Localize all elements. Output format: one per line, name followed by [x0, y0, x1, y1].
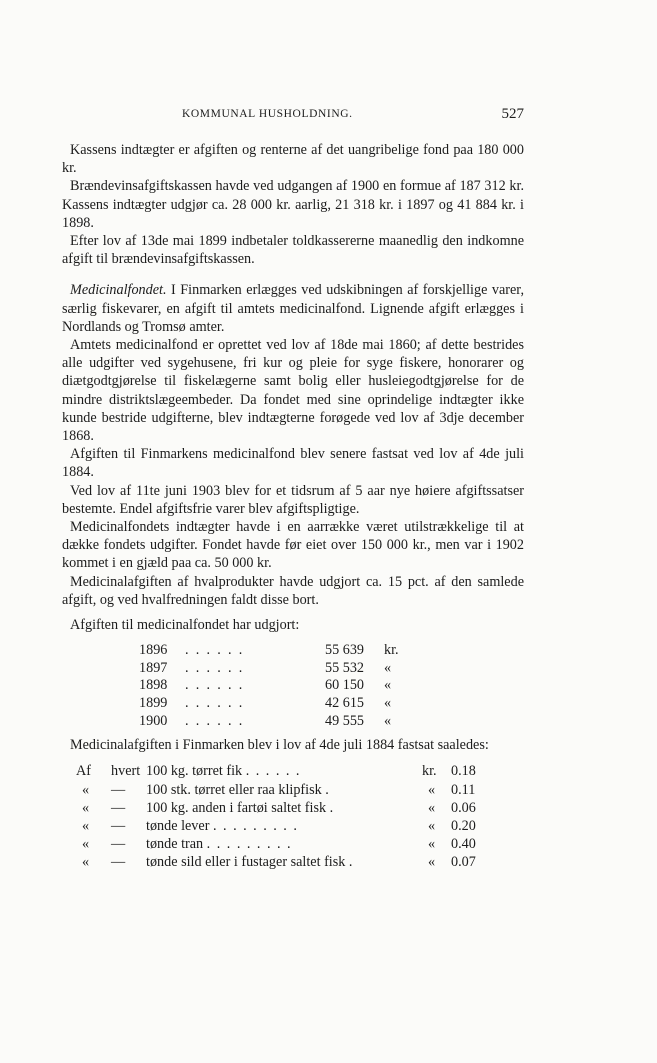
currency-cell: «: [428, 781, 436, 798]
paragraph: Medicinalfondets indtægter havde i en aarrække været utilstrækkelige til at dække fondets udgifter. Fondet havde før eiet over 150 000 kr., men var i 1902 kommet i en gjæld paa ca. 50 000 kr.: [62, 519, 524, 572]
table-row: [139, 712, 524, 730]
description-cell: tønde lever .........: [146, 818, 304, 835]
prefix-cell: «: [82, 781, 90, 798]
unit-cell: kr.: [384, 642, 399, 659]
description-cell: tønde tran .........: [146, 836, 298, 853]
table-row: [139, 641, 524, 659]
amount-cell: 0.07: [451, 854, 476, 871]
paragraph-text: I Finmarken erlægges ved udskibningen af forskjellige varer, særlig fiskevarer, en afgift til amtets medicinalfond. Lignende afgift erlægges i Nordlands og Tromsø amter.: [62, 282, 524, 335]
paragraph: Brændevinsafgiftskassen havde ved udgangen af 1900 en formue af 187 312 kr. Kassens indtægter udgjør ca. 28 000 kr. aarlig, 21 318 kr. i 1897 og 41 884 kr. i 1898.: [62, 178, 524, 231]
table-row: [62, 762, 524, 780]
value-cell: 49 555: [325, 712, 365, 729]
paragraph: Medicinalafgiften af hvalprodukter havde udgjort ca. 15 pct. af den samlede afgift, og ved hvalfredningen faldt disse bort.: [62, 573, 524, 608]
unit-cell: «: [384, 695, 392, 712]
description-cell: 100 kg. anden i fartøi saltet fisk .: [146, 799, 340, 816]
amount-cell: 0.40: [451, 836, 476, 853]
section-heading: Medicinalfondet.: [70, 282, 167, 299]
value-cell: 60 150: [325, 677, 365, 694]
paragraph: Amtets medicinalfond er oprettet ved lov af 18de mai 1860; af dette bestrides alle udgifter ved sygehusene, fri kur og pleie for syge fiskere, honorarer og diætgodtgjørelse til fiskelægerne samt bolig eller husleiegodtgjørelse for de mindre distriktslægeembeder. Da fondet med sine oprindelige indtægter ikke kunde bestride udgifterne, blev indtægterne forøgede ved lov af 3dje december 1868.: [62, 337, 524, 445]
value-cell: 55 639: [325, 642, 365, 659]
leader-dots: ......: [185, 642, 250, 659]
paragraph: Afgiften til Finmarkens medicinalfond blev senere fastsat ved lov af 4de juli 1884.: [62, 446, 524, 481]
prefix-cell: «: [82, 854, 90, 871]
leader-dots: ......: [185, 659, 250, 676]
section-paragraph: [62, 281, 524, 336]
amount-cell: 0.20: [451, 818, 476, 835]
value-cell: 42 615: [325, 695, 365, 712]
currency-cell: «: [428, 799, 436, 816]
currency-cell: «: [428, 854, 436, 871]
body-text: [62, 141, 524, 872]
rate-table: [62, 762, 524, 871]
prefix-cell: «: [82, 799, 90, 816]
paragraph: Kassens indtægter er afgiften og renterne af det uangribelige fond paa 180 000 kr.: [62, 142, 524, 177]
prefix-cell: «: [82, 836, 90, 853]
table-row: [62, 853, 524, 871]
description-cell: tønde sild eller i fustager saltet fisk .: [146, 854, 359, 871]
paragraph: Medicinalafgiften i Finmarken blev i lov af 4de juli 1884 fastsat saaledes:: [70, 737, 489, 754]
leader-dots: ......: [185, 712, 250, 729]
unit-cell: «: [384, 659, 392, 676]
description-cell: 100 kg. tørret fik ......: [146, 763, 306, 780]
table-row: [62, 781, 524, 799]
paragraph: Ved lov af 11te juni 1903 blev for et tidsrum af 5 aar nye høiere afgiftssatser bestemte. Endel afgiftsfrie varer blev afgiftspligtige.: [62, 482, 524, 517]
unit-word-cell: —: [111, 836, 126, 853]
table-row: [139, 659, 524, 677]
year-cell: 1899: [139, 695, 168, 712]
unit-word-cell: —: [111, 799, 126, 816]
table-row: [62, 817, 524, 835]
paragraph: Afgiften til medicinalfondet har udgjort:: [70, 617, 300, 634]
year-cell: 1896: [139, 642, 168, 659]
unit-word-cell: hvert: [111, 763, 141, 780]
running-title: KOMMUNAL HUSHOLDNING.: [182, 108, 353, 120]
unit-cell: «: [384, 677, 392, 694]
leader-dots: ......: [185, 695, 250, 712]
currency-cell: «: [428, 818, 436, 835]
unit-cell: «: [384, 712, 392, 729]
table-row: [62, 835, 524, 853]
amount-cell: 0.11: [451, 781, 476, 798]
amount-cell: 0.06: [451, 799, 476, 816]
year-cell: 1900: [139, 712, 168, 729]
currency-cell: «: [428, 836, 436, 853]
value-cell: 55 532: [325, 659, 365, 676]
unit-word-cell: —: [111, 854, 126, 871]
table-row: [139, 694, 524, 712]
currency-cell: kr.: [422, 763, 437, 780]
year-cell: 1898: [139, 677, 168, 694]
table-row: [62, 799, 524, 817]
prefix-cell: Af: [76, 763, 91, 780]
description-cell: 100 stk. tørret eller raa klipfisk .: [146, 781, 336, 798]
amount-cell: 0.18: [451, 763, 476, 780]
page-number: 527: [501, 106, 524, 122]
year-cell: 1897: [139, 659, 168, 676]
prefix-cell: «: [82, 818, 90, 835]
table-row: [139, 676, 524, 694]
unit-word-cell: —: [111, 818, 126, 835]
paragraph: Efter lov af 13de mai 1899 indbetaler toldkassererne maanedlig den indkomne afgift til brændevinsafgiftskassen.: [62, 233, 524, 268]
yearly-table: [139, 641, 524, 729]
unit-word-cell: —: [111, 781, 126, 798]
leader-dots: ......: [185, 677, 250, 694]
